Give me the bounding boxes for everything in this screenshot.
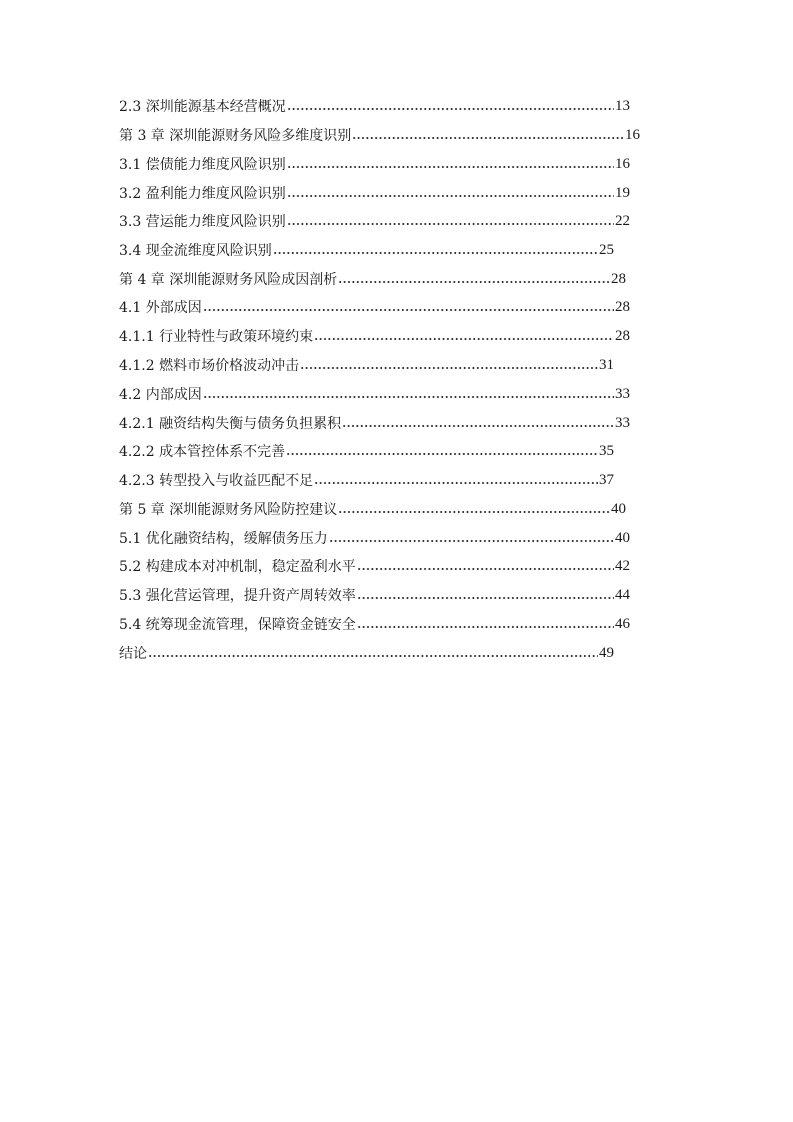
toc-entry-page: 49 xyxy=(599,644,614,661)
toc-entry-page: 46 xyxy=(615,615,630,632)
toc-entry-page: 40 xyxy=(615,529,630,546)
toc-leader-dots xyxy=(203,309,614,311)
toc-entry-title: 5.2 构建成本对冲机制，稳定盈利水平 xyxy=(119,559,356,575)
toc-leader-dots xyxy=(329,540,614,542)
toc-entry-page: 33 xyxy=(615,385,630,402)
toc-entry[interactable] xyxy=(119,210,630,232)
toc-entry-title: 3.2 盈利能力维度风险识别 xyxy=(119,186,286,202)
toc-leader-dots xyxy=(357,597,614,599)
toc-entry[interactable] xyxy=(119,354,614,376)
toc-entry-page: 42 xyxy=(615,557,630,574)
toc-entry[interactable] xyxy=(119,383,630,405)
toc-entry-page: 28 xyxy=(615,298,630,315)
toc-entry-title: 3.3 营运能力维度风险识别 xyxy=(119,214,286,230)
toc-entry-title: 第 3 章 深圳能源财务风险多维度识别 xyxy=(119,128,352,144)
toc-entry-title: 5.3 强化营运管理，提升资产周转效率 xyxy=(119,588,356,604)
toc-leader-dots xyxy=(342,425,614,427)
toc-leader-dots xyxy=(352,137,624,139)
toc-entry-page: 22 xyxy=(615,212,630,229)
toc-entry[interactable] xyxy=(119,412,630,434)
toc-entry[interactable] xyxy=(119,182,630,204)
toc-entry-title: 4.1.1 行业特性与政策环境约束 xyxy=(119,329,314,345)
toc-entry-page: 16 xyxy=(625,126,640,143)
toc-leader-dots xyxy=(300,367,598,369)
toc-entry[interactable] xyxy=(119,296,630,318)
toc-entry[interactable] xyxy=(119,555,630,577)
toc-entry-page: 37 xyxy=(599,471,614,488)
toc-entry-title: 4.2 内部成因 xyxy=(119,387,202,403)
toc-entry-title: 第 4 章 深圳能源财务风险成因剖析 xyxy=(119,272,338,288)
toc-entry[interactable] xyxy=(119,527,630,549)
toc-leader-dots xyxy=(287,108,614,110)
toc-entry-title: 4.2.2 成本管控体系不完善 xyxy=(119,444,286,460)
toc-entry-page: 13 xyxy=(615,97,630,114)
toc-leader-dots xyxy=(286,453,598,455)
toc-entry-page: 31 xyxy=(599,356,614,373)
toc-leader-dots xyxy=(314,482,598,484)
toc-entry-page: 28 xyxy=(611,270,626,287)
toc-entry-page: 33 xyxy=(615,414,630,431)
toc-entry-page: 44 xyxy=(615,586,630,603)
toc-entry-page: 19 xyxy=(615,184,630,201)
toc-entry-page: 28 xyxy=(615,327,630,344)
toc-entry-title: 3.4 现金流维度风险识别 xyxy=(119,243,272,259)
toc-entry-title: 第 5 章 深圳能源财务风险防控建议 xyxy=(119,502,338,518)
toc-entry-page: 35 xyxy=(599,442,614,459)
toc-leader-dots xyxy=(357,626,614,628)
toc-leader-dots xyxy=(273,252,598,254)
toc-entry-title: 5.1 优化融资结构，缓解债务压力 xyxy=(119,531,328,547)
toc-entry-page: 40 xyxy=(611,500,626,517)
toc-entry-title: 4.1 外部成因 xyxy=(119,300,202,316)
toc-entry-title: 4.2.1 融资结构失衡与债务负担累积 xyxy=(119,416,342,432)
toc-entry-title: 3.1 偿债能力维度风险识别 xyxy=(119,157,286,173)
toc-leader-dots xyxy=(338,511,610,513)
toc-entry[interactable] xyxy=(119,584,630,606)
toc-entry[interactable] xyxy=(119,239,614,261)
toc-entry-page: 25 xyxy=(599,241,614,258)
toc-leader-dots xyxy=(287,166,614,168)
toc-entry-title: 2.3 深圳能源基本经营概况 xyxy=(119,99,286,115)
toc-entry-title: 5.4 统筹现金流管理，保障资金链安全 xyxy=(119,617,356,633)
toc-leader-dots xyxy=(287,195,614,197)
toc-entry-title: 结论 xyxy=(119,646,147,662)
toc-entry[interactable] xyxy=(119,153,630,175)
toc-entry-title: 4.1.2 燃料市场价格波动冲击 xyxy=(119,358,300,374)
toc-entry[interactable] xyxy=(119,498,626,520)
toc-entry[interactable] xyxy=(119,325,630,347)
toc-entry[interactable] xyxy=(119,95,630,117)
toc-leader-dots xyxy=(287,223,614,225)
toc-entry[interactable] xyxy=(119,642,614,664)
toc-entry[interactable] xyxy=(119,124,640,146)
toc-entry-page: 16 xyxy=(615,155,630,172)
toc-leader-dots xyxy=(148,655,598,657)
toc-entry[interactable] xyxy=(119,440,614,462)
toc-entry-title: 4.2.3 转型投入与收益匹配不足 xyxy=(119,473,314,489)
toc-leader-dots xyxy=(357,568,614,570)
toc-entry[interactable] xyxy=(119,469,614,491)
toc-entry[interactable] xyxy=(119,268,626,290)
toc-entry[interactable] xyxy=(119,613,630,635)
toc-leader-dots xyxy=(338,281,610,283)
toc-leader-dots xyxy=(203,396,614,398)
toc-leader-dots xyxy=(314,338,614,340)
